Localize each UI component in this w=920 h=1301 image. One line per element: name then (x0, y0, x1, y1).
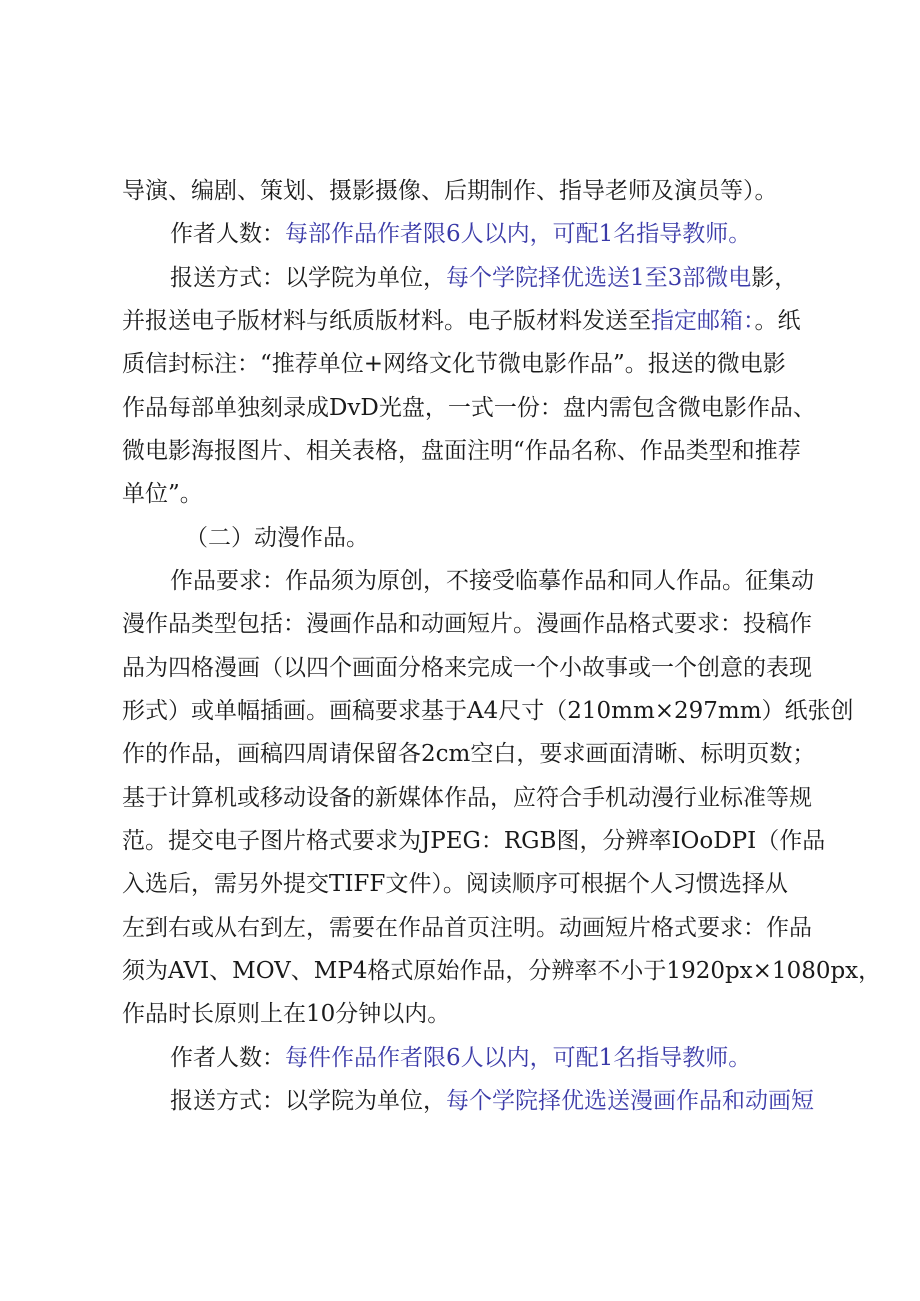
submission-label: 报送方式：以学院为单位， (170, 265, 446, 291)
submission-value: 每个学院择优选送1至3部微电 (446, 265, 752, 291)
text-run: 入选后，需另外提交TIFF文件）。阅读顺序可根据个人习惯选择从 (122, 871, 788, 897)
submission-method-line (170, 267, 797, 290)
section-heading (185, 527, 369, 550)
text-run: 作品要求：作品须为原创，不接受临摹作品和同人作品。征集动 (170, 568, 814, 594)
author-count-line (170, 223, 751, 246)
text-run: 并报送电子版材料与纸质版材料。电子版材料发送至 (122, 308, 651, 334)
paragraph-line (122, 830, 825, 853)
paragraph-line (122, 353, 786, 376)
text-run: 质信封标注：“推荐单位+网络文化节微电影作品”。报送的微电影 (122, 351, 786, 377)
text-run: 形式）或单幅插画。画稿要求基于A4尺寸（210mm×297mm）纸张创 (122, 698, 854, 724)
paragraph-line (122, 960, 881, 983)
paragraph-line (122, 700, 854, 723)
text-run: 影， (751, 265, 798, 291)
text-run: 须为AVI、MOV、MP4格式原始作品，分辨率不小于1920px×1080px， (122, 958, 882, 984)
text-run: 作品每部单独刻录成DvD光盘，一式一份：盘内需包含微电影作品、 (122, 395, 816, 421)
text-run: 基于计算机或移动设备的新媒体作品，应符合手机动漫行业标准等规 (122, 785, 812, 811)
text-run: 漫作品类型包括：漫画作品和动画短片。漫画作品格式要求：投稿作 (122, 611, 812, 637)
text-run: 导演、编剧、策划、摄影摄像、后期制作、指导老师及演员等）。 (122, 178, 778, 204)
text-run: 微电影海报图片、相关表格，盘面注明“作品名称、作品类型和推荐 (122, 438, 801, 464)
submission-label: 报送方式：以学院为单位， (170, 1088, 446, 1114)
text-run: 单位”。 (122, 481, 203, 507)
paragraph-line (122, 743, 815, 766)
paragraph-line (122, 397, 816, 420)
paragraph-line (122, 180, 778, 203)
text-run: 作品时长原则上在10分钟以内。 (122, 1001, 451, 1027)
text-run: 作的作品，画稿四周请保留各2cm空白，要求画面清晰、标明页数； (122, 741, 816, 767)
section-heading-text: （二）动漫作品。 (185, 525, 369, 551)
text-run: 品为四格漫画（以四个画面分格来完成一个小故事或一个创意的表现 (122, 655, 812, 681)
text-run: 范。提交电子图片格式要求为JPEG：RGB图，分辨率IOoDPI（作品 (122, 828, 826, 854)
author-count-line (170, 1047, 751, 1070)
designated-email-link[interactable]: 指定邮箱： (651, 308, 755, 334)
text-run: 左到右或从右到左，需要在作品首页注明。动画短片格式要求：作品 (122, 915, 812, 941)
paragraph-line (122, 310, 801, 333)
paragraph-line (122, 483, 203, 506)
paragraph-line (122, 873, 788, 896)
submission-method-line (170, 1090, 814, 1113)
author-count-label: 作者人数： (170, 1045, 285, 1071)
author-count-value: 每部作品作者限6人以内，可配1名指导教师。 (285, 221, 752, 247)
paragraph-line (122, 1003, 450, 1026)
paragraph-line (122, 440, 801, 463)
paragraph-line (122, 613, 812, 636)
author-count-value: 每件作品作者限6人以内，可配1名指导教师。 (285, 1045, 752, 1071)
paragraph-line (122, 787, 812, 810)
submission-value: 每个学院择优选送漫画作品和动画短 (446, 1088, 814, 1114)
paragraph-line (170, 570, 814, 593)
author-count-label: 作者人数： (170, 221, 285, 247)
paragraph-line (122, 657, 812, 680)
text-run: 。纸 (754, 308, 801, 334)
paragraph-line (122, 917, 812, 940)
